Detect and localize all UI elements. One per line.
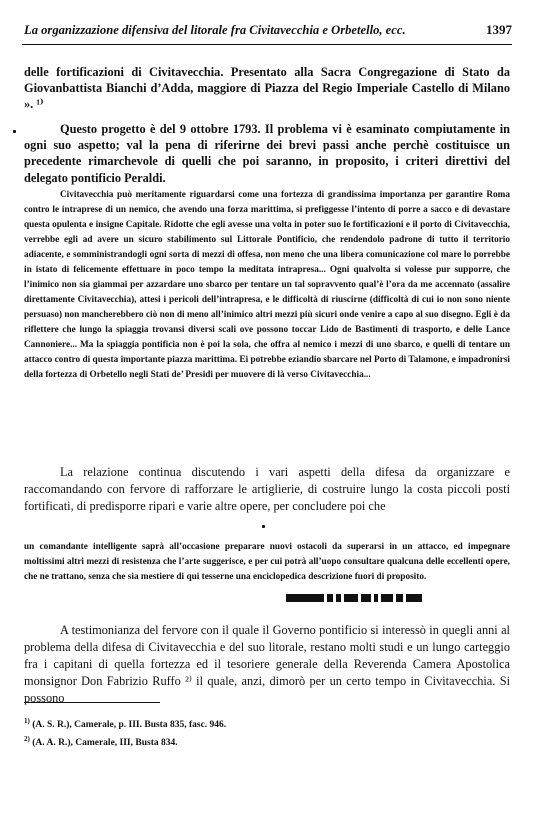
page-number: 1397 (486, 22, 512, 37)
footnote-text: (A. A. R.), Camerale, III, Busta 834. (32, 738, 178, 749)
footnote-rule (24, 702, 160, 703)
footnote-text: (A. S. R.), Camerale, p. III. Busta 835, fasc. 946. (32, 720, 227, 731)
paragraph-2: Questo progetto è del 9 ottobre 1793. Il problema vi è esaminato compiutamente in ogni suo aspetto; val la pena di riferirne dei brevi passi anche perchè costituisce un precedente rimarchevole di quelli che poi saranno, in proposito, i criteri direttivi del delegato pontificio Peraldi. (24, 122, 510, 185)
running-header (24, 22, 512, 38)
footnote-2 (24, 732, 226, 750)
footnote-mark: 2) (24, 735, 30, 744)
header-rule (22, 44, 512, 45)
block-quote-1: Civitavecchia può meritamente riguardarsi come una fortezza di grandissima importanza per garantire Roma contro le intraprese di un nemico, che avendo una forza marittima, si prefiggesse l’intento di porre a sacco e di devastare questa opulenta e insigne Capitale. Ridotte che egli avesse una volta in poter suo le fortificazioni e il porto di Civitavecchia, verrebbe egli ad avere un sicuro stabilimento sul Littorale Pontificio, che rendendolo padrone di tutto il territorio adiacente, e somministrandogli ogni sorta di mezzi di offesa, non meno che una libera comunicazione col mare lo porrebbe in istato di felicemente effettuare in poco tempo la meditata intrapresa... Ogni qualvolta si volesse pur supporre, che l’inimico non sia giammai per azzardare uno sbarco per tentare un tal sopravvento qual’è l’ora da me accennato (assalire direttamente Civitavecchia), attesi i pericoli dell’intrapresa, e le difficoltà di riuscirne (difficoltà di cui io non sono niente persuaso) non mancherebbero ciò non di meno all’inimico altri mezzi più sicuri onde venire a capo al suo disegno. Egli è da riflettere che lungo la spiaggia trovansi diversi scali ove possono toccar Lido de Bastimenti di trasporto, e delle Lance Cannoniere... Ma la spiaggia pontificia non è poi la sola, che offra al nemico i mezzi di uno sbarco, e quelli di tentare un attacco contro di questa importante piazza marittima. Ei potrebbe eziandio sbarcare nel Porto di Talamone, e impadronirsi della fortezza di Orbetello negli Stati de’ Presidi per muovere di là verso Civitavecchia... (24, 190, 510, 380)
footnotes (24, 714, 226, 750)
stray-mark (13, 130, 16, 133)
footnote-1 (24, 714, 226, 732)
redaction-mark (286, 593, 486, 603)
stray-mark (262, 525, 265, 528)
block-quote-2: un comandante intelligente saprà all’occasione preparare nuovi ostacoli da superarsi in un attacco, ed impegnare moltissimi altri mezzi di resistenza che l’arte suggerisce, e per cui potrà all’uopo consultare qualcuna delle eccellenti opere, che ne trattano, senza che sia mestiere di qui tesserne una enciclopedica descrizione fuori di proposito. (24, 542, 510, 582)
paragraph-3: La relazione continua discutendo i vari aspetti della difesa da organizzare e raccomandando con fervore di rafforzare le artiglierie, di costruire lungo la costa piccoli posti fortificati, di predisporre ripari e varie altre opere, per concludere poi che (24, 465, 510, 513)
running-title: La organizzazione difensiva del litorale fra Civitavecchia e Orbetello, ecc. (24, 23, 406, 37)
paragraph-1: delle fortificazioni di Civitavecchia. Presentato alla Sacra Congregazione di Stato da Giovanbattista Bianchi d’Adda, maggiore di Piazza del Regio Imperiale Castello di Milano ». ¹⁾ (24, 65, 510, 112)
paragraph-4: A testimonianza del fervore con il quale il Governo pontificio si interessò in quegli anni al problema della difesa di Civitavecchia e del suo litorale, restano molti studi e un lungo carteggio fra i capitani di quella fortezza ed il tesoriere generale della Reverenda Camera Apostolica monsignor Don Fabrizio Ruffo ²⁾ il quale, anzi, dimorò per un certo tempo in Civitavecchia. Si possono (24, 623, 510, 705)
footnote-mark: 1) (24, 717, 30, 725)
